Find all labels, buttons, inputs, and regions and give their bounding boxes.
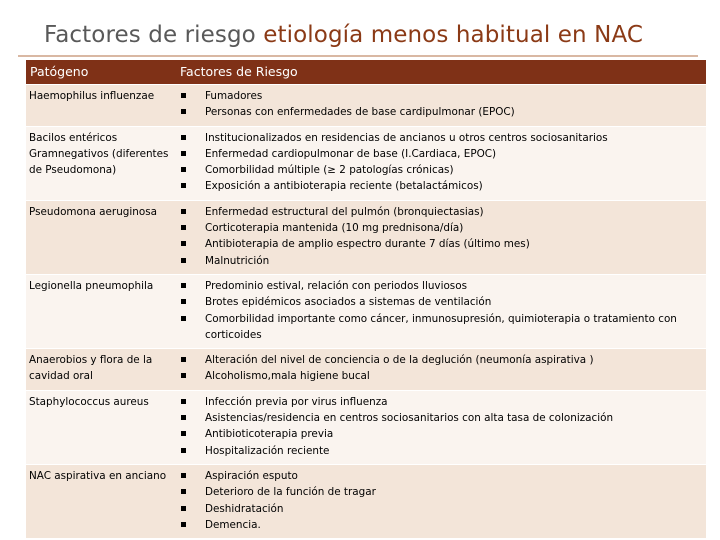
square-bullet-icon (181, 373, 186, 378)
square-bullet-icon (181, 399, 186, 404)
list-item (179, 278, 703, 294)
list-item (179, 162, 703, 178)
pathogen-cell: Anaerobios y flora de la cavidad oral (26, 349, 176, 391)
square-bullet-icon (181, 506, 186, 511)
slide-title (44, 22, 643, 48)
risk-factor-list (179, 278, 703, 343)
square-bullet-icon (181, 209, 186, 214)
square-bullet-icon (181, 283, 186, 288)
list-item (179, 130, 703, 146)
risk-factor-list (179, 352, 703, 385)
list-item (179, 368, 703, 384)
square-bullet-icon (181, 241, 186, 246)
square-bullet-icon (181, 489, 186, 494)
risk-factors-cell (176, 274, 706, 348)
header-pathogen: Patógeno (26, 60, 176, 85)
table-header-row (26, 60, 706, 85)
list-item (179, 501, 703, 517)
risk-factor-list (179, 394, 703, 459)
risk-factor-text: Comorbilidad múltiple (≥ 2 patologías crónicas) (205, 164, 454, 177)
square-bullet-icon (181, 258, 186, 263)
risk-factor-text: Malnutrición (205, 254, 270, 267)
risk-factor-list (179, 468, 703, 533)
risk-factor-text: Deshidratación (205, 502, 284, 515)
risk-factors-cell (176, 200, 706, 274)
title-divider (18, 55, 698, 57)
title-part-1: Factores de riesgo (44, 22, 264, 48)
list-item (179, 178, 703, 194)
risk-factor-text: Institucionalizados en residencias de ancianos u otros centros sociosanitarios (205, 131, 608, 144)
square-bullet-icon (181, 415, 186, 420)
list-item (179, 146, 703, 162)
risk-factor-text: Deterioro de la función de tragar (205, 486, 376, 499)
risk-factor-text: Corticoterapia mantenida (10 mg prednisona/día) (205, 222, 464, 235)
risk-factor-text: Infección previa por virus influenza (205, 395, 388, 408)
table-row (26, 464, 706, 538)
square-bullet-icon (181, 151, 186, 156)
list-item (179, 352, 703, 368)
risk-factor-text: Comorbilidad importante como cáncer, inmunosupresión, quimioterapia o tratamiento con corticoides (205, 312, 677, 341)
list-item (179, 484, 703, 500)
pathogen-cell: Legionella pneumophila (26, 274, 176, 348)
list-item (179, 294, 703, 310)
risk-factors-cell (176, 390, 706, 464)
pathogen-cell: Bacilos entéricos Gramnegativos (diferentes de Pseudomona) (26, 126, 176, 200)
list-item (179, 88, 703, 104)
list-item (179, 104, 703, 120)
list-item (179, 311, 703, 344)
risk-factor-text: Antibioterapia de amplio espectro durante 7 días (último mes) (205, 238, 530, 251)
list-item (179, 443, 703, 459)
risk-factors-cell (176, 126, 706, 200)
risk-factors-cell (176, 464, 706, 538)
risk-factor-text: Personas con enfermedades de base cardipulmonar (EPOC) (205, 106, 515, 119)
square-bullet-icon (181, 431, 186, 436)
square-bullet-icon (181, 522, 186, 527)
risk-factors-cell (176, 85, 706, 127)
list-item (179, 426, 703, 442)
square-bullet-icon (181, 316, 186, 321)
table-row (26, 349, 706, 391)
list-item (179, 517, 703, 533)
risk-factor-text: Asistencias/residencia en centros sociosanitarios con alta tasa de colonización (205, 412, 614, 425)
square-bullet-icon (181, 225, 186, 230)
risk-factors-cell (176, 349, 706, 391)
risk-factor-text: Aspiración esputo (205, 469, 298, 482)
risk-factor-text: Antibioticoterapia previa (205, 428, 334, 441)
square-bullet-icon (181, 183, 186, 188)
list-item (179, 468, 703, 484)
risk-factor-text: Fumadores (205, 90, 263, 102)
square-bullet-icon (181, 93, 186, 98)
list-item (179, 204, 703, 220)
list-item (179, 236, 703, 252)
pathogen-cell: Pseudomona aeruginosa (26, 200, 176, 274)
list-item (179, 410, 703, 426)
table-row (26, 274, 706, 348)
table-row (26, 200, 706, 274)
risk-factor-text: Enfermedad cardiopulmonar de base (I.Cardiaca, EPOC) (205, 147, 497, 160)
table-row (26, 126, 706, 200)
square-bullet-icon (181, 357, 186, 362)
square-bullet-icon (181, 167, 186, 172)
table-row (26, 390, 706, 464)
risk-factor-text: Demencia. (205, 518, 261, 531)
square-bullet-icon (181, 448, 186, 453)
title-part-2: etiología menos habitual en NAC (263, 22, 644, 48)
risk-factor-text: Alcoholismo,mala higiene bucal (205, 370, 370, 383)
risk-factor-text: Brotes epidémicos asociados a sistemas de ventilación (205, 296, 492, 309)
risk-factor-list (179, 204, 703, 269)
risk-factor-list (179, 88, 703, 121)
risk-factor-text: Enfermedad estructural del pulmón (bronquiectasias) (205, 205, 484, 218)
list-item (179, 253, 703, 269)
pathogen-cell: Staphylococcus aureus (26, 390, 176, 464)
square-bullet-icon (181, 473, 186, 478)
list-item (179, 394, 703, 410)
table-row (26, 85, 706, 127)
risk-factor-text: Exposición a antibioterapia reciente (betalactámicos) (205, 180, 483, 193)
square-bullet-icon (181, 109, 186, 114)
square-bullet-icon (181, 135, 186, 140)
pathogen-cell: Haemophilus influenzae (26, 85, 176, 127)
risk-factors-table (26, 60, 706, 538)
risk-factor-text: Alteración del nivel de conciencia o de la deglución (neumonía aspirativa ) (205, 354, 594, 367)
risk-factor-text: Hospitalización reciente (205, 444, 330, 457)
risk-factor-text: Predominio estival, relación con periodos lluviosos (205, 279, 467, 292)
square-bullet-icon (181, 299, 186, 304)
list-item (179, 220, 703, 236)
header-risk-factors: Factores de Riesgo (176, 60, 706, 85)
risk-factor-list (179, 130, 703, 195)
pathogen-cell: NAC aspirativa en anciano (26, 464, 176, 538)
